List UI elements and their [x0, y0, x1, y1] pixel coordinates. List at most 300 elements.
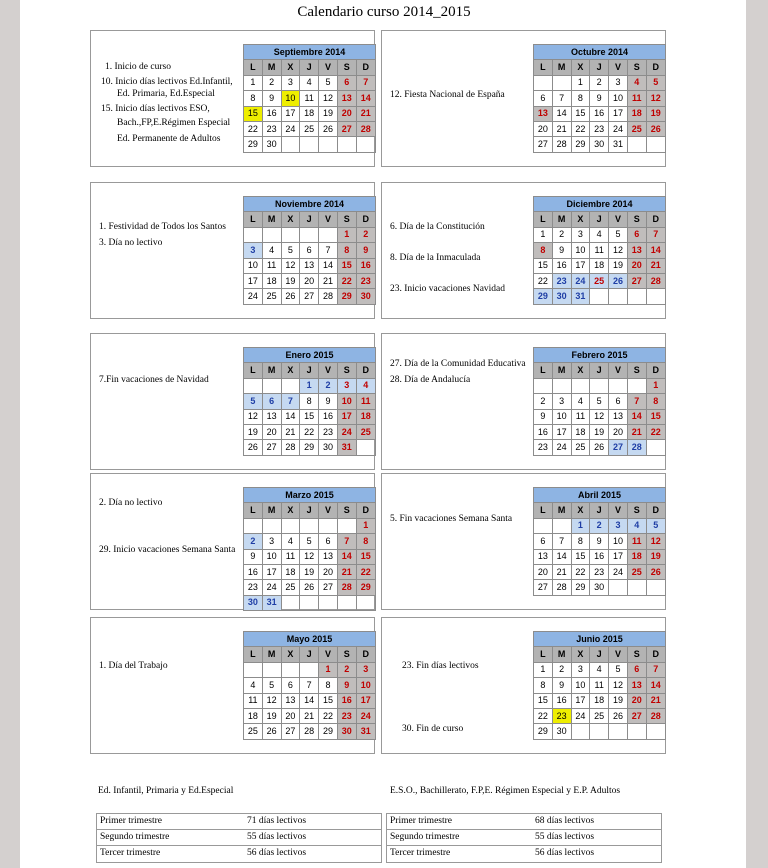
event-note: Bach.,FP,E.Régimen Especial: [117, 118, 231, 128]
day-cell: 8: [571, 91, 590, 106]
event-note: 15. Inicio días lectivos ESO,: [101, 104, 210, 114]
day-cell: 20: [281, 708, 300, 723]
weekday-header: M: [262, 212, 281, 227]
month-calendar: [243, 196, 376, 305]
empty-cell: [356, 137, 375, 152]
day-cell: 4: [262, 243, 281, 258]
day-cell: 13: [300, 258, 319, 273]
month-panel: [90, 617, 375, 754]
day-cell: 15: [319, 693, 338, 708]
weekday-header: S: [627, 503, 646, 518]
empty-cell: [590, 289, 609, 304]
day-cell: 23: [356, 273, 375, 288]
empty-cell: [534, 518, 553, 533]
day-cell: 12: [262, 693, 281, 708]
day-cell: 20: [627, 258, 646, 273]
empty-cell: [244, 662, 263, 677]
day-cell: 16: [534, 424, 553, 439]
weekday-header: V: [609, 647, 628, 662]
weekday-header: J: [300, 647, 319, 662]
day-cell: 22: [319, 708, 338, 723]
day-cell: 4: [300, 75, 319, 90]
event-note: 30. Fin de curso: [402, 724, 464, 734]
day-cell: 14: [319, 258, 338, 273]
empty-cell: [262, 378, 281, 393]
day-cell: 8: [319, 678, 338, 693]
day-cell: 6: [319, 534, 338, 549]
row-label: Tercer trimestre: [100, 848, 161, 858]
day-cell: 18: [262, 273, 281, 288]
weekday-header: V: [319, 363, 338, 378]
empty-cell: [627, 378, 646, 393]
weekday-header: M: [262, 363, 281, 378]
empty-cell: [534, 378, 553, 393]
day-cell: 30: [337, 724, 356, 739]
day-cell: 16: [244, 564, 263, 579]
day-cell: 2: [262, 75, 281, 90]
day-cell: 25: [627, 564, 646, 579]
day-cell: 22: [534, 273, 553, 288]
day-cell: 29: [319, 724, 338, 739]
day-cell: 25: [590, 273, 609, 288]
day-cell: 3: [337, 378, 356, 393]
empty-cell: [281, 595, 300, 610]
empty-cell: [590, 724, 609, 739]
day-cell: 3: [571, 227, 590, 242]
event-note: 8. Día de la Inmaculada: [390, 253, 481, 263]
weekday-header: L: [244, 60, 263, 75]
summary-row: [387, 830, 661, 846]
day-cell: 20: [300, 273, 319, 288]
day-cell: 30: [590, 137, 609, 152]
empty-cell: [300, 595, 319, 610]
day-cell: 25: [590, 708, 609, 723]
row-label: Segundo trimestre: [390, 832, 460, 842]
day-cell: 2: [552, 227, 571, 242]
weekday-header: D: [356, 212, 375, 227]
weekday-header: V: [609, 60, 628, 75]
day-cell: 1: [244, 75, 263, 90]
day-cell: 28: [337, 580, 356, 595]
day-cell: 19: [244, 424, 263, 439]
day-cell: 17: [571, 693, 590, 708]
empty-cell: [319, 227, 338, 242]
page-title: Calendario curso 2014_2015: [297, 4, 471, 20]
summary-row: [387, 814, 661, 830]
month-panel: [90, 182, 375, 319]
weekday-header: X: [571, 212, 590, 227]
month-calendar: [533, 631, 666, 740]
day-cell: 20: [627, 693, 646, 708]
empty-cell: [300, 518, 319, 533]
row-value: 55 días lectivos: [535, 832, 595, 842]
month-title: Enero 2015: [244, 348, 376, 363]
day-cell: 21: [646, 258, 665, 273]
day-cell: 2: [552, 662, 571, 677]
day-cell: 5: [590, 394, 609, 409]
weekday-header: L: [534, 60, 553, 75]
day-cell: 14: [281, 409, 300, 424]
day-cell: 23: [534, 440, 553, 455]
event-note: 1. Inicio de curso: [105, 62, 171, 72]
day-cell: 29: [300, 440, 319, 455]
day-cell: 21: [627, 424, 646, 439]
day-cell: 16: [337, 693, 356, 708]
day-cell: 24: [571, 273, 590, 288]
day-cell: 16: [552, 693, 571, 708]
day-cell: 19: [590, 424, 609, 439]
empty-cell: [319, 518, 338, 533]
day-cell: 18: [627, 549, 646, 564]
month-panel: [381, 333, 666, 470]
day-cell: 17: [609, 549, 628, 564]
event-note: 2. Día no lectivo: [99, 498, 163, 508]
day-cell: 17: [609, 106, 628, 121]
day-cell: 14: [552, 106, 571, 121]
empty-cell: [281, 662, 300, 677]
weekday-header: S: [337, 212, 356, 227]
month-panel: [90, 30, 375, 167]
day-cell: 18: [244, 708, 263, 723]
day-cell: 1: [356, 518, 375, 533]
day-cell: 10: [552, 409, 571, 424]
day-cell: 11: [590, 243, 609, 258]
day-cell: 16: [590, 106, 609, 121]
day-cell: 16: [552, 258, 571, 273]
day-cell: 28: [281, 440, 300, 455]
weekday-header: S: [627, 647, 646, 662]
day-cell: 20: [609, 424, 628, 439]
weekday-header: V: [319, 647, 338, 662]
weekday-header: D: [356, 60, 375, 75]
empty-cell: [571, 724, 590, 739]
day-cell: 11: [627, 534, 646, 549]
empty-cell: [244, 378, 263, 393]
day-cell: 24: [337, 424, 356, 439]
weekday-header: M: [552, 212, 571, 227]
empty-cell: [646, 724, 665, 739]
day-cell: 24: [609, 564, 628, 579]
empty-cell: [337, 518, 356, 533]
event-note: 23. Fin días lectivos: [402, 661, 479, 671]
day-cell: 26: [609, 708, 628, 723]
day-cell: 29: [337, 289, 356, 304]
day-cell: 7: [356, 75, 375, 90]
day-cell: 13: [319, 549, 338, 564]
day-cell: 10: [609, 534, 628, 549]
day-cell: 21: [319, 273, 338, 288]
day-cell: 2: [356, 227, 375, 242]
event-note: 10. Inicio días lectivos Ed.Infantil,: [101, 77, 233, 87]
day-cell: 7: [552, 91, 571, 106]
month-title: Junio 2015: [534, 632, 666, 647]
day-cell: 5: [244, 394, 263, 409]
day-cell: 26: [262, 724, 281, 739]
month-calendar: [243, 44, 376, 153]
day-cell: 24: [356, 708, 375, 723]
empty-cell: [534, 75, 553, 90]
day-cell: 9: [590, 534, 609, 549]
day-cell: 31: [337, 440, 356, 455]
day-cell: 10: [571, 678, 590, 693]
day-cell: 6: [627, 662, 646, 677]
weekday-header: J: [590, 363, 609, 378]
weekday-header: M: [262, 503, 281, 518]
weekday-header: D: [356, 503, 375, 518]
weekday-header: S: [337, 503, 356, 518]
day-cell: 27: [534, 137, 553, 152]
day-cell: 21: [281, 424, 300, 439]
day-cell: 24: [571, 708, 590, 723]
day-cell: 16: [319, 409, 338, 424]
day-cell: 6: [281, 678, 300, 693]
day-cell: 9: [552, 243, 571, 258]
day-cell: 24: [262, 580, 281, 595]
row-value: 56 días lectivos: [247, 848, 307, 858]
day-cell: 29: [571, 580, 590, 595]
day-cell: 26: [244, 440, 263, 455]
day-cell: 19: [609, 258, 628, 273]
weekday-header: X: [281, 647, 300, 662]
day-cell: 1: [319, 662, 338, 677]
day-cell: 19: [646, 106, 665, 121]
weekday-header: V: [319, 503, 338, 518]
event-note: Ed. Permanente de Adultos: [117, 134, 221, 144]
day-cell: 7: [300, 678, 319, 693]
day-cell: 7: [646, 662, 665, 677]
day-cell: 8: [356, 534, 375, 549]
summary-heading-right: E.S.O., Bachillerato, F.P,E. Régimen Especial y E.P. Adultos: [390, 786, 621, 796]
day-cell: 11: [300, 91, 319, 106]
month-panel: [90, 473, 375, 610]
month-title: Diciembre 2014: [534, 197, 666, 212]
day-cell: 6: [534, 534, 553, 549]
day-cell: 1: [571, 75, 590, 90]
day-cell: 12: [281, 258, 300, 273]
weekday-header: D: [646, 647, 665, 662]
day-cell: 27: [627, 708, 646, 723]
day-cell: 30: [552, 724, 571, 739]
day-cell: 30: [262, 137, 281, 152]
day-cell: 13: [281, 693, 300, 708]
empty-cell: [646, 440, 665, 455]
day-cell: 26: [319, 121, 338, 136]
day-cell: 27: [534, 580, 553, 595]
day-cell: 5: [646, 75, 665, 90]
summary-row: [387, 846, 661, 862]
day-cell: 4: [244, 678, 263, 693]
weekday-header: J: [590, 647, 609, 662]
day-cell: 22: [534, 708, 553, 723]
month-calendar: [243, 347, 376, 456]
empty-cell: [356, 440, 375, 455]
day-cell: 18: [571, 424, 590, 439]
day-cell: 14: [300, 693, 319, 708]
day-cell: 14: [627, 409, 646, 424]
day-cell: 31: [571, 289, 590, 304]
day-cell: 2: [319, 378, 338, 393]
day-cell: 28: [552, 137, 571, 152]
day-cell: 5: [646, 518, 665, 533]
day-cell: 10: [609, 91, 628, 106]
day-cell: 13: [609, 409, 628, 424]
empty-cell: [646, 289, 665, 304]
day-cell: 27: [281, 724, 300, 739]
day-cell: 13: [534, 549, 553, 564]
row-label: Tercer trimestre: [390, 848, 451, 858]
day-cell: 3: [356, 662, 375, 677]
day-cell: 16: [356, 258, 375, 273]
day-cell: 8: [571, 534, 590, 549]
day-cell: 15: [300, 409, 319, 424]
day-cell: 17: [356, 693, 375, 708]
weekday-header: X: [281, 212, 300, 227]
empty-cell: [319, 595, 338, 610]
day-cell: 9: [319, 394, 338, 409]
weekday-header: S: [337, 363, 356, 378]
day-cell: 2: [337, 662, 356, 677]
month-panel: [381, 182, 666, 319]
summary-row: [97, 846, 381, 862]
day-cell: 30: [552, 289, 571, 304]
weekday-header: L: [534, 647, 553, 662]
day-cell: 7: [627, 394, 646, 409]
day-cell: 22: [244, 121, 263, 136]
empty-cell: [300, 227, 319, 242]
day-cell: 27: [627, 273, 646, 288]
day-cell: 26: [300, 580, 319, 595]
weekday-header: X: [281, 363, 300, 378]
day-cell: 26: [646, 121, 665, 136]
day-cell: 14: [356, 91, 375, 106]
month-title: Marzo 2015: [244, 488, 376, 503]
day-cell: 3: [609, 75, 628, 90]
day-cell: 31: [609, 137, 628, 152]
day-cell: 3: [262, 534, 281, 549]
day-cell: 9: [356, 243, 375, 258]
event-note: 3. Día no lectivo: [99, 238, 163, 248]
day-cell: 21: [552, 564, 571, 579]
day-cell: 12: [590, 409, 609, 424]
day-cell: 9: [337, 678, 356, 693]
day-cell: 12: [244, 409, 263, 424]
day-cell: 9: [534, 409, 553, 424]
day-cell: 8: [534, 243, 553, 258]
empty-cell: [609, 289, 628, 304]
empty-cell: [281, 378, 300, 393]
weekday-header: M: [262, 647, 281, 662]
empty-cell: [571, 378, 590, 393]
weekday-header: J: [300, 212, 319, 227]
day-cell: 4: [590, 662, 609, 677]
day-cell: 15: [571, 106, 590, 121]
weekday-header: M: [262, 60, 281, 75]
month-title: Octubre 2014: [534, 45, 666, 60]
day-cell: 10: [337, 394, 356, 409]
month-calendar: [243, 487, 376, 611]
day-cell: 18: [627, 106, 646, 121]
month-title: Mayo 2015: [244, 632, 376, 647]
day-cell: 23: [590, 121, 609, 136]
day-cell: 1: [646, 378, 665, 393]
day-cell: 5: [609, 227, 628, 242]
weekday-header: V: [609, 212, 628, 227]
day-cell: 6: [262, 394, 281, 409]
day-cell: 9: [262, 91, 281, 106]
day-cell: 4: [627, 75, 646, 90]
day-cell: 17: [281, 106, 300, 121]
day-cell: 29: [244, 137, 263, 152]
weekday-header: L: [534, 212, 553, 227]
day-cell: 12: [646, 91, 665, 106]
weekday-header: D: [646, 212, 665, 227]
day-cell: 10: [262, 549, 281, 564]
summary-table-left: [96, 813, 382, 863]
day-cell: 19: [262, 708, 281, 723]
day-cell: 16: [590, 549, 609, 564]
day-cell: 14: [646, 243, 665, 258]
event-note: 6. Día de la Constitución: [390, 222, 485, 232]
event-note: Ed. Primaria, Ed.Especial: [117, 89, 215, 99]
day-cell: 28: [646, 708, 665, 723]
empty-cell: [244, 227, 263, 242]
weekday-header: S: [337, 647, 356, 662]
empty-cell: [337, 595, 356, 610]
day-cell: 11: [281, 549, 300, 564]
event-note: 28. Día de Andalucía: [390, 375, 471, 385]
day-cell: 7: [281, 394, 300, 409]
day-cell: 7: [552, 534, 571, 549]
event-note: 12. Fiesta Nacional de España: [390, 90, 505, 100]
day-cell: 25: [281, 580, 300, 595]
day-cell: 19: [300, 564, 319, 579]
row-value: 68 días lectivos: [535, 816, 595, 826]
weekday-header: J: [300, 363, 319, 378]
weekday-header: L: [244, 363, 263, 378]
day-cell: 6: [300, 243, 319, 258]
weekday-header: M: [552, 363, 571, 378]
day-cell: 11: [262, 258, 281, 273]
day-cell: 21: [337, 564, 356, 579]
day-cell: 25: [262, 289, 281, 304]
empty-cell: [552, 518, 571, 533]
day-cell: 24: [281, 121, 300, 136]
day-cell: 29: [534, 724, 553, 739]
day-cell: 8: [337, 243, 356, 258]
weekday-header: X: [571, 363, 590, 378]
day-cell: 15: [534, 258, 553, 273]
empty-cell: [646, 137, 665, 152]
empty-cell: [646, 580, 665, 595]
day-cell: 9: [552, 678, 571, 693]
day-cell: 18: [590, 693, 609, 708]
day-cell: 23: [262, 121, 281, 136]
day-cell: 20: [534, 121, 553, 136]
weekday-header: J: [590, 212, 609, 227]
day-cell: 20: [534, 564, 553, 579]
day-cell: 14: [646, 678, 665, 693]
empty-cell: [627, 137, 646, 152]
day-cell: 21: [552, 121, 571, 136]
day-cell: 25: [571, 440, 590, 455]
day-cell: 9: [244, 549, 263, 564]
weekday-header: L: [534, 503, 553, 518]
day-cell: 1: [571, 518, 590, 533]
row-label: Primer trimestre: [390, 816, 452, 826]
day-cell: 26: [609, 273, 628, 288]
day-cell: 22: [356, 564, 375, 579]
day-cell: 31: [262, 595, 281, 610]
